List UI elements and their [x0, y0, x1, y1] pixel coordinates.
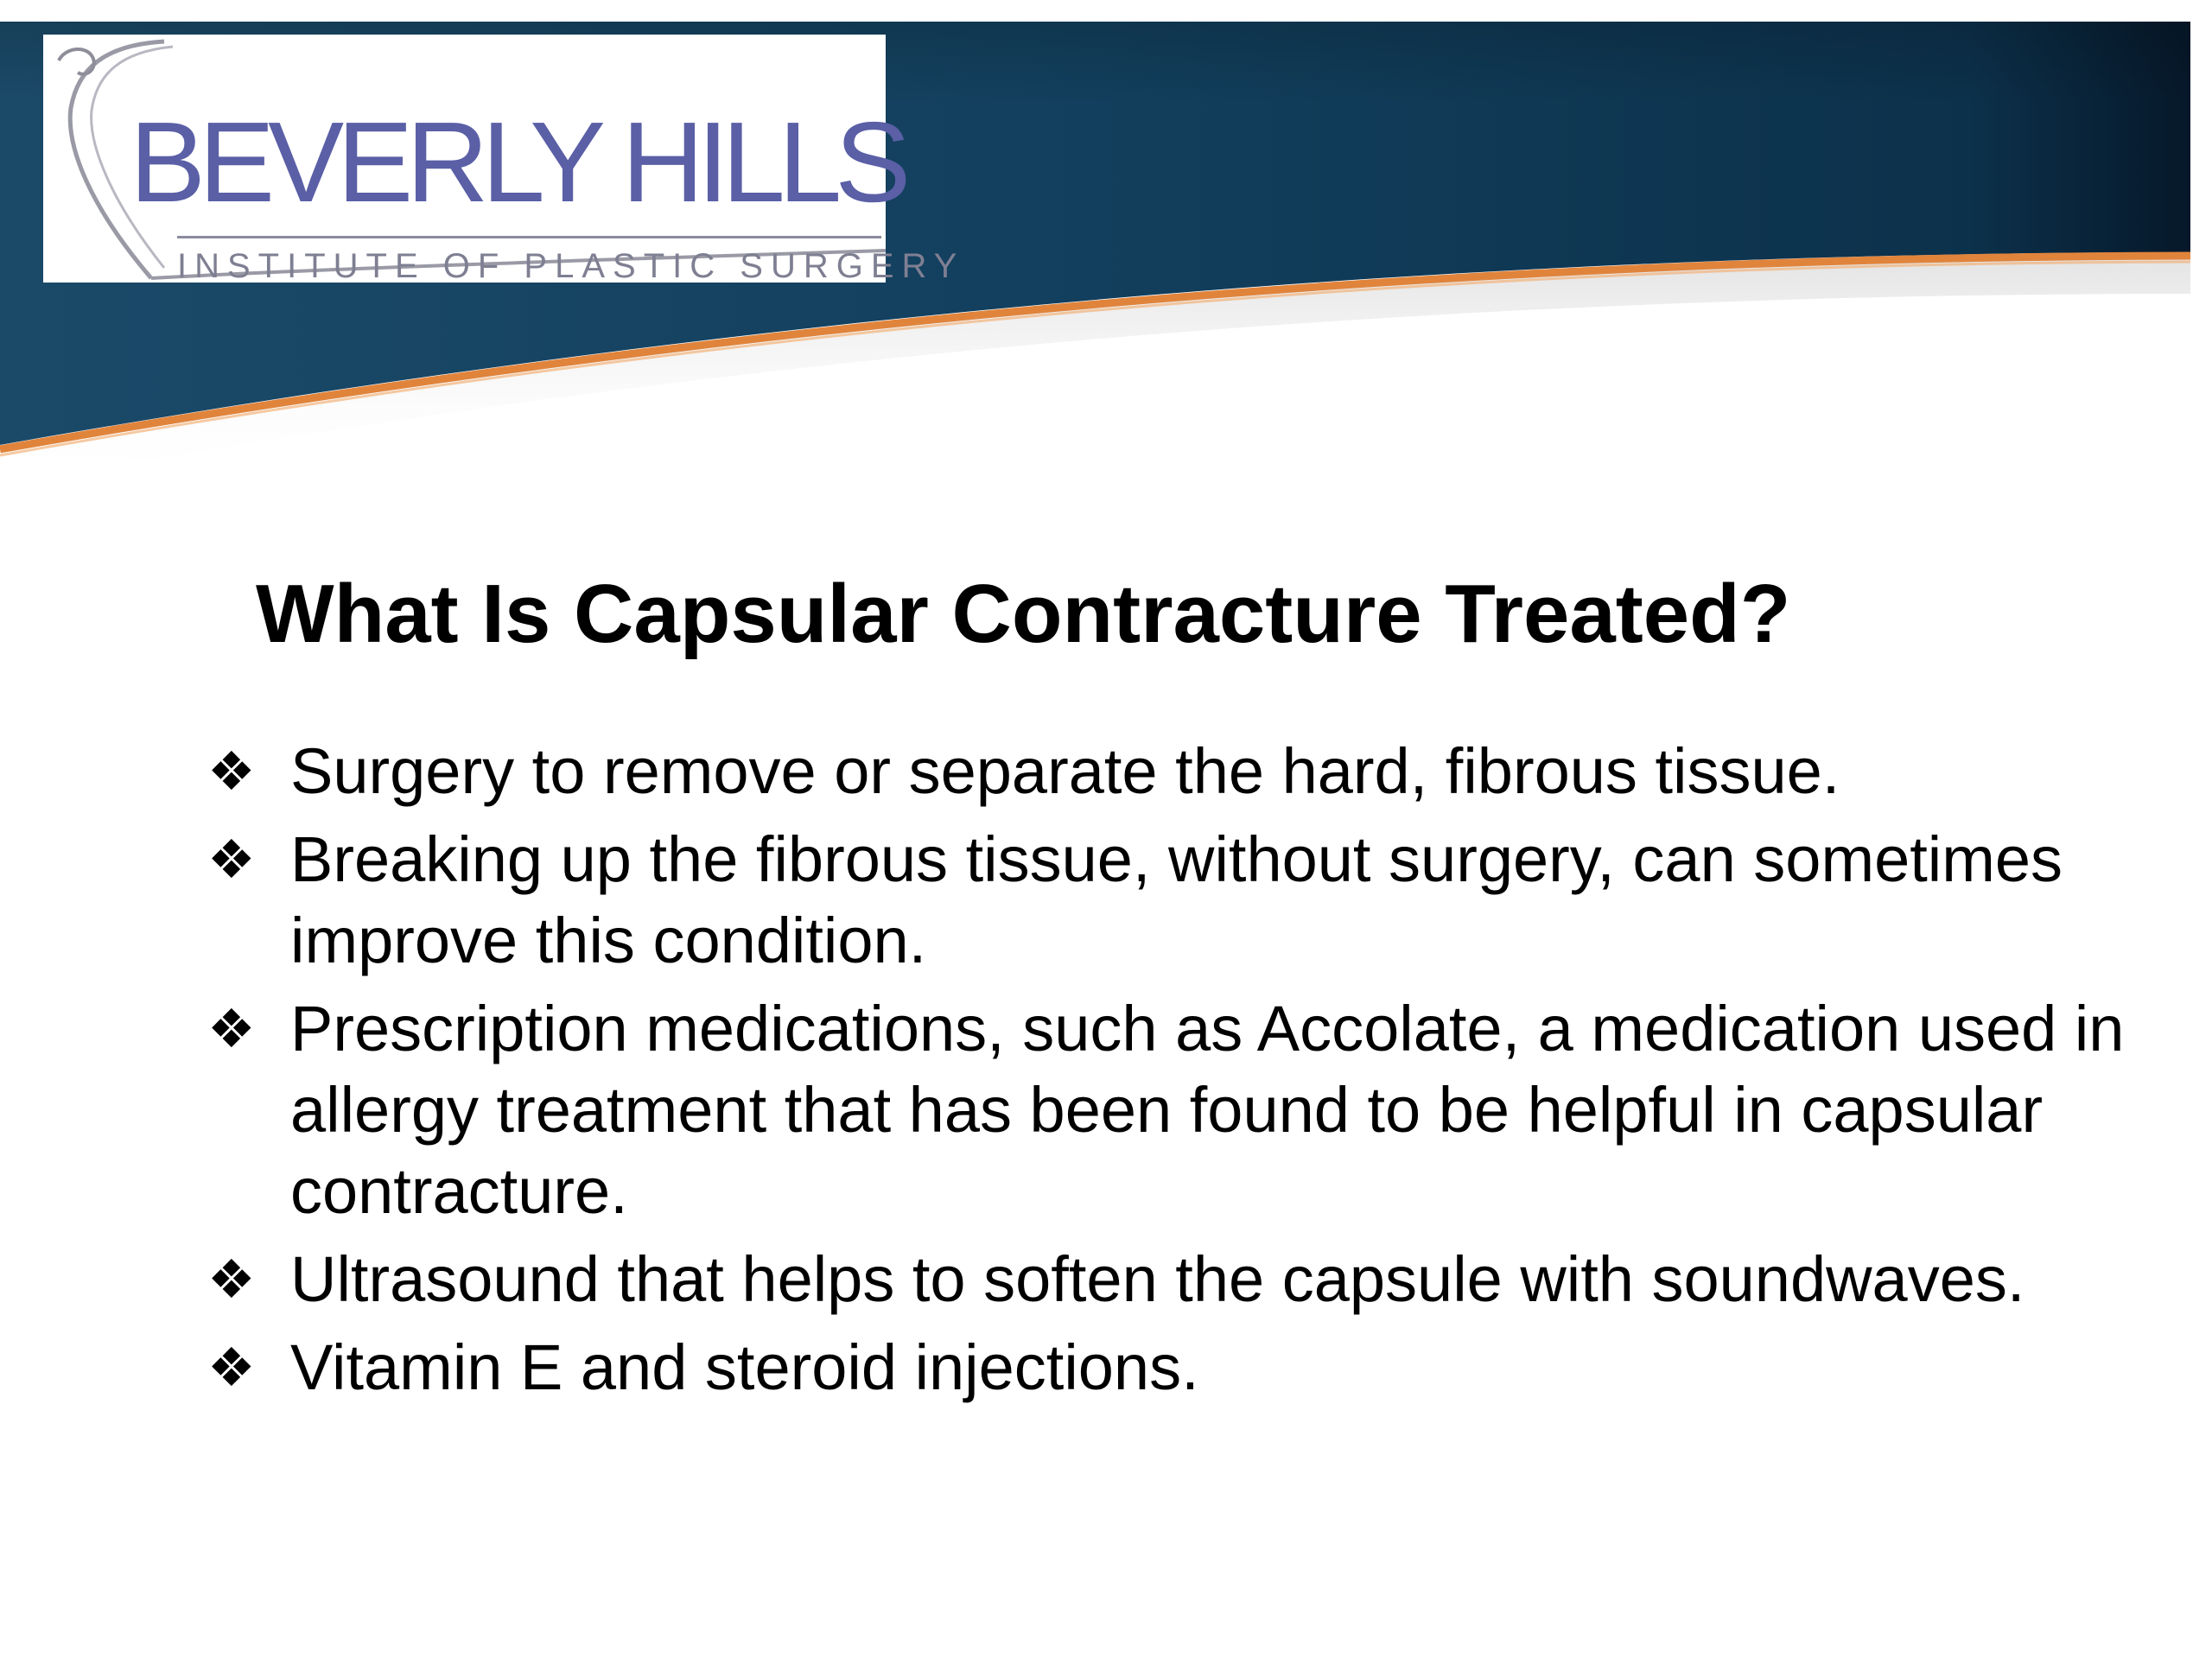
bullet-text: Surgery to remove or separate the hard, fibrous tissue.: [290, 735, 1840, 807]
bullet-item: [207, 731, 2169, 812]
bullet-item: [207, 988, 2169, 1232]
bullet-text: Breaking up the fibrous tissue, without surgery, can sometimes improve this condition.: [290, 823, 2063, 976]
bullet-item: [207, 1239, 2169, 1320]
four-diamond-bullet-icon: ❖: [207, 1336, 256, 1399]
bullet-item: [207, 1327, 2169, 1408]
logo: [43, 35, 965, 285]
bullet-list: [207, 731, 2169, 1415]
slide-title: What Is Capsular Contracture Treated?: [256, 568, 1791, 660]
four-diamond-bullet-icon: ❖: [207, 997, 256, 1060]
logo-divider: [177, 236, 881, 238]
bullet-text: Ultrasound that helps to soften the capsule with soundwaves.: [290, 1243, 2025, 1315]
four-diamond-bullet-icon: ❖: [207, 828, 256, 891]
four-diamond-bullet-icon: ❖: [207, 1248, 256, 1311]
bullet-item: [207, 819, 2169, 981]
four-diamond-bullet-icon: ❖: [207, 740, 256, 803]
bullet-text: Vitamin E and steroid injections.: [290, 1331, 1199, 1403]
logo-title: BEVERLY HILLS: [130, 98, 905, 226]
logo-subtitle: INSTITUTE OF PLASTIC SURGERY: [177, 247, 965, 285]
bullet-text: Prescription medications, such as Accolate, a medication used in allergy treatment that has been found to be helpful in capsular contracture.: [290, 993, 2125, 1227]
